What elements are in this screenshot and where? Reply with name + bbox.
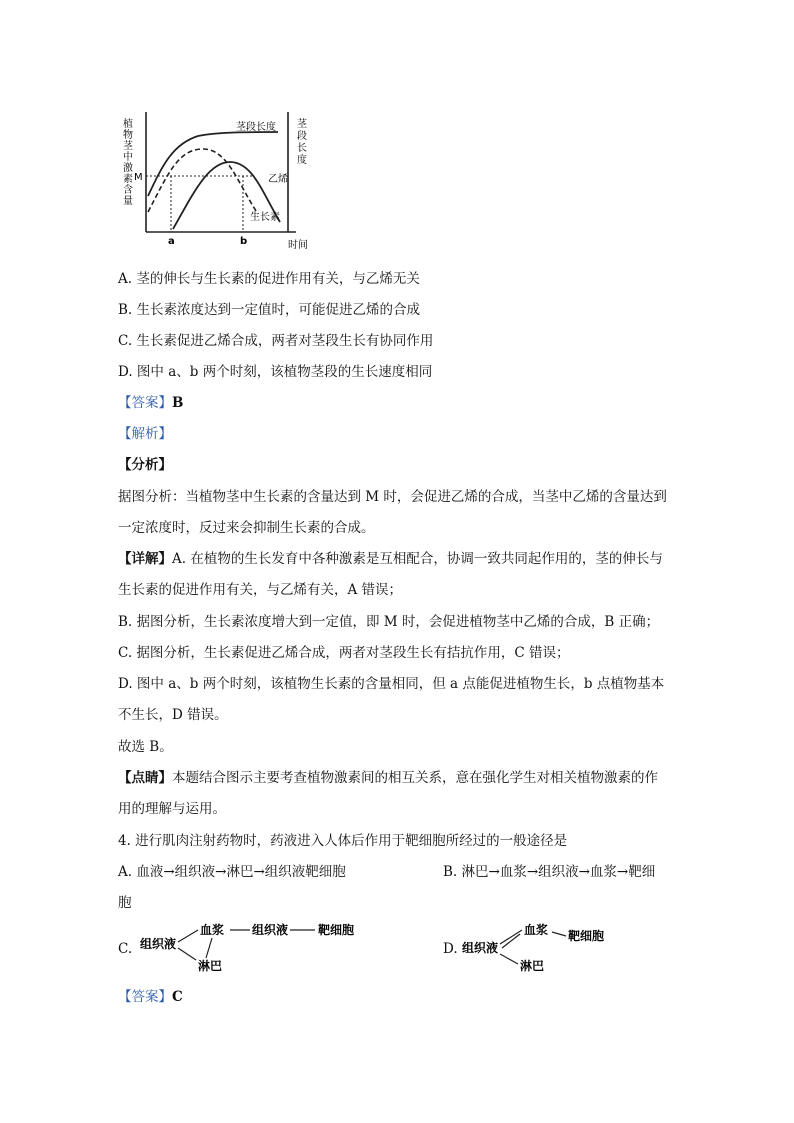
option-c: C. 生长素促进乙烯合成，两者对茎段生长有协同作用	[118, 333, 434, 349]
x-axis-label: 时间	[288, 240, 308, 251]
c-node-plasma: 血浆	[200, 923, 225, 937]
answer-value: B	[172, 395, 184, 411]
d-arrow-1	[500, 930, 522, 944]
c-arrow-5	[206, 938, 212, 958]
d-node-tissue-fluid: 组织液	[462, 941, 499, 955]
hormone-graph	[118, 104, 328, 254]
d-node-target-cell: 靶细胞	[568, 929, 605, 943]
answer-tag: 【答案】	[118, 395, 172, 411]
option-d: D. 图中 a、b 两个时刻，该植物茎段的生长速度相同	[118, 364, 433, 380]
label-m: M	[134, 172, 143, 183]
d-node-lymph: 淋巴	[520, 959, 545, 973]
dianjing-line-2: 用的理解与运用。	[118, 801, 226, 817]
q4-option-b: B. 淋巴→血浆→组织液→血浆→靶细	[443, 864, 656, 880]
answer-2-tag: 【答案】	[118, 989, 172, 1005]
label-stem-length: 茎段长度	[236, 122, 276, 133]
c-node-lymph: 淋巴	[198, 959, 223, 973]
analysis-line-1: 据图分析：当植物茎中生长素的含量达到 M 时，会促进乙烯的合成，当茎中乙烯的含量达到	[118, 489, 667, 505]
answer-2-value: C	[172, 989, 183, 1005]
q4-option-c-letter: C.	[118, 941, 133, 957]
dianjing-tag: 【点睛】	[118, 770, 172, 786]
option-b: B. 生长素浓度达到一定值时，可能促进乙烯的合成	[118, 302, 421, 318]
c-arrow-1	[178, 930, 198, 942]
stem-length-curve	[148, 132, 278, 196]
option-d-diagram	[462, 918, 642, 978]
c-arrow-2	[178, 948, 196, 960]
detail-line-2: 生长素的促进作用有关，与乙烯有关，A 错误；	[118, 582, 403, 598]
analysis-line-2: 一定浓度时，反过来会抑制生长素的合成。	[118, 520, 375, 536]
detail-line-3: B. 据图分析，生长素浓度增大到一定值，即 M 时，会促进植物茎中乙烯的合成，B 正确；	[118, 614, 660, 630]
d-arrow-4	[500, 954, 518, 964]
label-auxin: 生长素	[250, 212, 280, 223]
auxin-curve	[148, 149, 258, 214]
d-node-plasma: 血浆	[524, 923, 549, 937]
conclusion: 故选 B。	[118, 739, 173, 755]
label-b: b	[240, 236, 248, 247]
c-node-tissue-fluid-2: 组织液	[252, 923, 289, 937]
d-arrow-3	[552, 932, 566, 936]
q4-option-b-wrap: 胞	[118, 895, 132, 911]
y-right-label: 茎段长度	[294, 118, 306, 166]
dianjing-text: 本题结合图示主要考查植物激素间的相互关系，意在强化学生对相关植物激素的作	[172, 770, 658, 786]
detail-line-6: 不生长，D 错误。	[118, 707, 228, 723]
detail-line-1	[118, 550, 663, 568]
label-a: a	[168, 236, 175, 247]
fenxi-heading: 【分析】	[118, 457, 172, 473]
option-c-diagram	[140, 918, 380, 978]
detail-line-5: D. 图中 a、b 两个时刻，该植物生长素的含量相同，但 a 点能促进植物生长，b 点植物基本	[118, 676, 665, 692]
detail-line-4: C. 据图分析，生长素促进乙烯合成，两者对茎段生长有拮抗作用，C 错误；	[118, 645, 570, 661]
q4-option-a: A. 血液→组织液→淋巴→组织液靶细胞	[118, 864, 346, 880]
question-4-stem: 4. 进行肌肉注射药物时，药液进入人体后作用于靶细胞所经过的一般途径是	[118, 833, 568, 849]
option-a: A. 茎的伸长与生长素的促进作用有关，与乙烯无关	[118, 271, 420, 287]
c-node-tissue-fluid: 组织液	[140, 937, 177, 951]
c-node-target-cell: 靶细胞	[318, 923, 355, 937]
detail-tag: 【详解】	[118, 551, 172, 567]
answer-1	[118, 394, 183, 412]
answer-2	[118, 988, 183, 1006]
y-left-label: 植物茎中激素含量	[120, 118, 132, 206]
jiexi-heading: 【解析】	[118, 426, 172, 442]
dianjing-line-1	[118, 769, 658, 787]
detail-text: A. 在植物的生长发育中各种激素是互相配合，协调一致共同起作用的，茎的伸长与	[172, 551, 663, 567]
q4-option-d-letter: D.	[443, 941, 458, 957]
label-ethylene: 乙烯	[268, 174, 288, 185]
